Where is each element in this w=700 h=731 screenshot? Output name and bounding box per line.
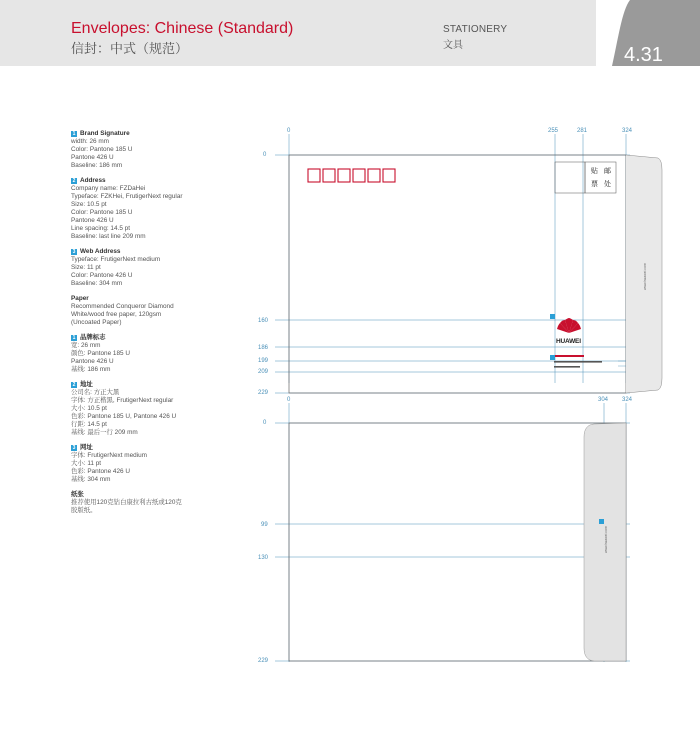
page-title: Envelopes: Chinese (Standard) [71, 20, 294, 37]
spec-line: Size: 10.5 pt [71, 201, 107, 208]
spec-line: Typeface: FZKHei, FrutigerNext regular [71, 193, 183, 200]
spec-line: 颜色: Pantone 185 U [71, 350, 130, 357]
back-envelope-outline [289, 423, 626, 661]
front-dim-left-160: 160 [258, 318, 269, 324]
spec-line: Recommended Conqueror Diamond [71, 303, 174, 310]
front-right-ticks [618, 361, 626, 366]
front-dim-top-281: 281 [577, 128, 588, 134]
spec-line: Typeface: FrutigerNext medium [71, 256, 161, 263]
front-dim-left-199: 199 [258, 358, 269, 364]
spec-badge: 1 [72, 335, 76, 341]
back-flap-url: www.huawei.com [604, 525, 608, 553]
spec-badge: 1 [72, 131, 76, 137]
spec-line: 基线: 最后一行 209 mm [71, 429, 138, 436]
section-label: STATIONERY [443, 24, 508, 35]
front-dim-top-255: 255 [548, 128, 559, 134]
spec-badge: 2 [72, 178, 76, 184]
front-envelope-outline [289, 155, 626, 393]
front-guides [275, 134, 630, 393]
back-dim-top-304: 304 [598, 397, 609, 403]
spec-line: Baseline: 186 mm [71, 162, 123, 169]
back-dim-left-130: 130 [258, 555, 269, 561]
stamp-label-3: 票 [591, 181, 598, 188]
address-block [554, 355, 602, 368]
page-subtitle: 信封：中式（规范） [71, 41, 189, 56]
spec-title-text: Web Address [80, 248, 121, 255]
back-dim-left-99: 99 [261, 522, 268, 528]
spec-badge: 2 [72, 382, 76, 388]
front-dim-top-324: 324 [622, 128, 633, 134]
spec-line: 公司名: 方正大黑 [71, 389, 120, 396]
front-dim-left-229: 229 [258, 390, 269, 396]
spec-line: White/wood free paper, 120gsm [71, 311, 162, 318]
spec-line: (Uncoated Paper) [71, 319, 122, 326]
section-label-cn: 文具 [443, 40, 463, 51]
spec-line: 色彩: Pantone 426 U [71, 468, 130, 475]
stamp-label-2: 邮 [604, 168, 611, 175]
spec-line: 基线: 304 mm [71, 476, 111, 483]
stamp-label-box [585, 162, 616, 193]
spec-line: 大小: 11 pt [71, 460, 102, 467]
spec-line: Size: 11 pt [71, 264, 101, 271]
front-dim-left-0: 0 [263, 152, 267, 158]
spec-line: Company name: FZDaHei [71, 185, 146, 192]
spec-line: 基线: 186 mm [71, 366, 111, 373]
spec-line: Pantone 426 U [71, 154, 114, 161]
spec-line: 宽: 26 mm [71, 342, 101, 349]
spec-line: Pantone 426 U [71, 217, 114, 224]
back-dim-left-229: 229 [258, 658, 269, 664]
spec-title-text: Brand Signature [80, 130, 130, 137]
front-badge-1 [550, 314, 555, 319]
spec-line: Baseline: 304 mm [71, 280, 123, 287]
spec-line: Line spacing: 14.5 pt [71, 225, 130, 232]
spec-line: 行距: 14.5 pt [71, 421, 107, 428]
spec-line: 色彩: Pantone 185 U, Pantone 426 U [71, 413, 177, 420]
spec-line: Baseline: last line 209 mm [71, 233, 146, 240]
spec-line: 推荐使用120克钻白康拉利古纸或120克 [71, 499, 182, 506]
back-guides [275, 403, 630, 662]
spec-line: 大小: 10.5 pt [71, 405, 107, 412]
spec-title-text: Paper [71, 295, 89, 302]
spec-line: 字体: 方正楷黑, FrutigerNext regular [71, 397, 174, 404]
front-flap-url: www.huawei.com [643, 262, 647, 290]
spec-line: 胶版纸。 [71, 507, 97, 514]
spec-line: Color: Pantone 426 U [71, 272, 133, 279]
spec-title-text: 网址 [80, 444, 93, 451]
stamp-label-1: 贴 [591, 168, 598, 175]
spec-line: 字体: FrutigerNext medium [71, 452, 147, 459]
spec-badge: 3 [72, 249, 76, 255]
spec-title-text: Address [80, 177, 106, 184]
back-dim-left-0: 0 [263, 420, 267, 426]
spec-line: Color: Pantone 185 U [71, 209, 133, 216]
spec-title-text: 地址 [80, 381, 93, 388]
spec-line: Color: Pantone 185 U [71, 146, 133, 153]
spec-title-text: 纸张 [71, 491, 84, 498]
front-badge-2 [550, 355, 555, 360]
stamp-label-4: 处 [604, 181, 611, 188]
page-number: 4.31 [624, 44, 663, 66]
front-dim-left-186: 186 [258, 345, 269, 351]
front-dim-left-209: 209 [258, 369, 269, 375]
back-badge-3 [599, 519, 604, 524]
huawei-wordmark: HUAWEI [556, 338, 581, 345]
front-dim-top-0: 0 [287, 128, 291, 134]
back-dim-top-324: 324 [622, 397, 633, 403]
spec-title-text: 品牌标志 [80, 334, 106, 341]
postal-code-boxes [308, 169, 395, 182]
spec-line: Pantone 426 U [71, 358, 114, 365]
stamp-box [555, 162, 585, 193]
spec-badge: 3 [72, 445, 76, 451]
back-dim-top-0: 0 [287, 397, 291, 403]
spec-line: width: 26 mm [71, 138, 110, 145]
